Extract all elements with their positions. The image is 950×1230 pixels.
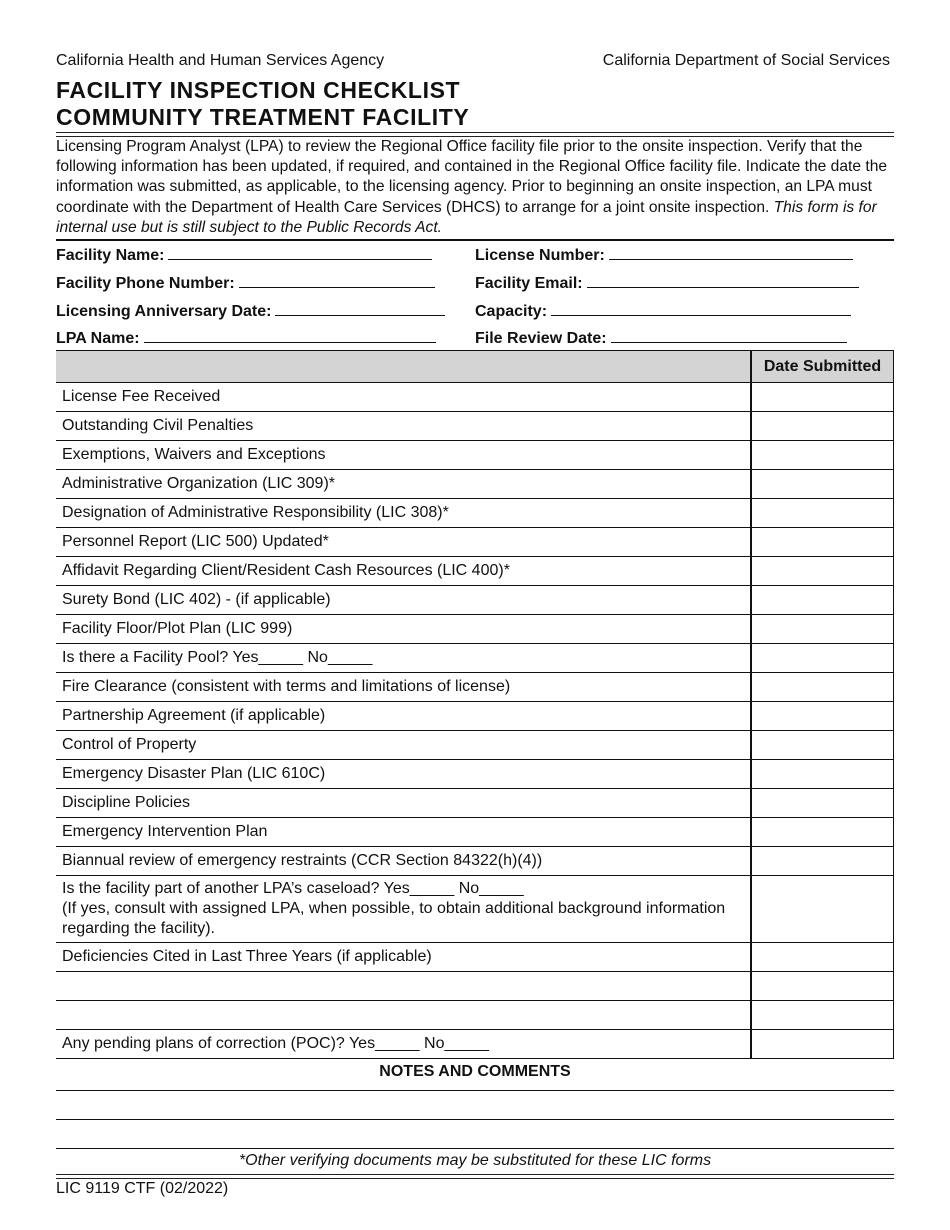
facility-pool-question[interactable]: Is there a Facility Pool? Yes_____ No_____ [56, 644, 751, 673]
intro-paragraph: Licensing Program Analyst (LPA) to review the Regional Office facility file prior to the onsite inspection. Verify that the following information has been updated, if required, and contained in the Regional Office facility file. Indicate the date the information was submitted, as applicable, to the licensing agency. Prior to beginning an onsite inspection, an LPA must coordinate with the Department of Health Care Services (DHCS) to arrange for a joint onsite inspection. This form is for internal use but is still subject to the Public Records Act. [56, 138, 888, 236]
notes-title: NOTES AND COMMENTS [379, 1063, 571, 1080]
date-submitted-cell[interactable] [751, 702, 894, 731]
checklist-item: Control of Property [56, 731, 751, 760]
checklist-item: Fire Clearance (consistent with terms and limitations of license) [56, 673, 751, 702]
checklist-item: Emergency Intervention Plan [56, 818, 751, 847]
checklist-item: Affidavit Regarding Client/Resident Cash Resources (LIC 400)* [56, 557, 751, 586]
agency-name: California Health and Human Services Agency [56, 52, 385, 69]
date-submitted-cell[interactable] [751, 470, 894, 499]
table-header-row [56, 351, 894, 383]
checklist-item: Designation of Administrative Responsibility (LIC 308)* [56, 499, 751, 528]
checklist-item: Biannual review of emergency restraints (CCR Section 84322(h)(4)) [56, 847, 751, 876]
checklist-item: Surety Bond (LIC 402) - (if applicable) [56, 586, 751, 615]
blank-entry-line[interactable] [56, 972, 751, 1001]
item-column-header [56, 351, 751, 383]
notes-line[interactable] [56, 1148, 894, 1149]
anniversary-date-field[interactable]: Licensing Anniversary Date: [56, 301, 445, 321]
date-submitted-cell[interactable] [751, 876, 894, 943]
intro-divider [56, 239, 894, 241]
checklist-table [56, 350, 894, 1059]
table-row [56, 876, 894, 943]
table-row [56, 615, 894, 644]
table-row [56, 528, 894, 557]
facility-email-field[interactable]: Facility Email: [475, 273, 859, 293]
table-row [56, 943, 894, 972]
table-row [56, 441, 894, 470]
date-submitted-cell[interactable] [751, 847, 894, 876]
table-row [56, 383, 894, 412]
notes-line[interactable] [56, 1119, 894, 1120]
public-records-note: This form is for internal use but is still subject to the Public Records Act. [56, 198, 877, 236]
substitution-note: *Other verifying documents may be substituted for these LIC forms [238, 1152, 712, 1169]
table-row [56, 847, 894, 876]
table-row [56, 644, 894, 673]
checklist-item: License Fee Received [56, 383, 751, 412]
footer-divider [56, 1174, 894, 1179]
checklist-item: Exemptions, Waivers and Exceptions [56, 441, 751, 470]
notes-line[interactable] [56, 1090, 894, 1091]
table-row [56, 1001, 894, 1030]
capacity-field[interactable]: Capacity: [475, 301, 851, 321]
form-title: FACILITY INSPECTION CHECKLIST [56, 77, 461, 103]
file-review-date-field[interactable]: File Review Date: [475, 328, 847, 348]
table-row [56, 412, 894, 441]
date-submitted-cell[interactable] [751, 499, 894, 528]
table-row [56, 702, 894, 731]
date-submitted-cell[interactable] [751, 731, 894, 760]
poc-question[interactable]: Any pending plans of correction (POC)? Yes_____ No_____ [56, 1030, 751, 1059]
department-name: California Department of Social Services [602, 52, 890, 69]
date-submitted-cell[interactable] [751, 1001, 894, 1030]
checklist-item: Discipline Policies [56, 789, 751, 818]
date-submitted-cell[interactable] [751, 441, 894, 470]
date-submitted-cell[interactable] [751, 760, 894, 789]
lpa-name-field[interactable]: LPA Name: [56, 328, 436, 348]
form-subtitle: COMMUNITY TREATMENT FACILITY [56, 104, 470, 130]
facility-phone-field[interactable]: Facility Phone Number: [56, 273, 435, 293]
date-submitted-cell[interactable] [751, 586, 894, 615]
table-row [56, 1030, 894, 1059]
table-row [56, 499, 894, 528]
table-row [56, 586, 894, 615]
checklist-item: Outstanding Civil Penalties [56, 412, 751, 441]
date-submitted-cell[interactable] [751, 615, 894, 644]
date-submitted-header: Date Submitted [751, 351, 894, 383]
table-row [56, 789, 894, 818]
checklist-item: Emergency Disaster Plan (LIC 610C) [56, 760, 751, 789]
date-submitted-cell[interactable] [751, 383, 894, 412]
table-row [56, 470, 894, 499]
date-submitted-cell[interactable] [751, 528, 894, 557]
caseload-question[interactable] [56, 876, 751, 943]
caseload-instructions: (If yes, consult with assigned LPA, when possible, to obtain additional background information regarding the facility). [62, 900, 726, 937]
date-submitted-cell[interactable] [751, 789, 894, 818]
table-row [56, 972, 894, 1001]
date-submitted-cell[interactable] [751, 818, 894, 847]
date-submitted-cell[interactable] [751, 943, 894, 972]
table-row [56, 673, 894, 702]
date-submitted-cell[interactable] [751, 557, 894, 586]
table-row [56, 818, 894, 847]
blank-entry-line[interactable] [56, 1001, 751, 1030]
checklist-item: Facility Floor/Plot Plan (LIC 999) [56, 615, 751, 644]
checklist-item: Partnership Agreement (if applicable) [56, 702, 751, 731]
table-row [56, 557, 894, 586]
table-row [56, 760, 894, 789]
license-number-field[interactable]: License Number: [475, 245, 853, 265]
checklist-item: Administrative Organization (LIC 309)* [56, 470, 751, 499]
table-row [56, 731, 894, 760]
caseload-question-line: Is the facility part of another LPA’s caseload? Yes_____ No_____ [62, 880, 524, 897]
facility-name-field[interactable]: Facility Name: [56, 245, 432, 265]
deficiencies-item: Deficiencies Cited in Last Three Years (if applicable) [56, 943, 751, 972]
checklist-item: Personnel Report (LIC 500) Updated* [56, 528, 751, 557]
date-submitted-cell[interactable] [751, 1030, 894, 1059]
form-number: LIC 9119 CTF (02/2022) [56, 1180, 229, 1197]
date-submitted-cell[interactable] [751, 412, 894, 441]
date-submitted-cell[interactable] [751, 673, 894, 702]
date-submitted-cell[interactable] [751, 644, 894, 673]
date-submitted-cell[interactable] [751, 972, 894, 1001]
